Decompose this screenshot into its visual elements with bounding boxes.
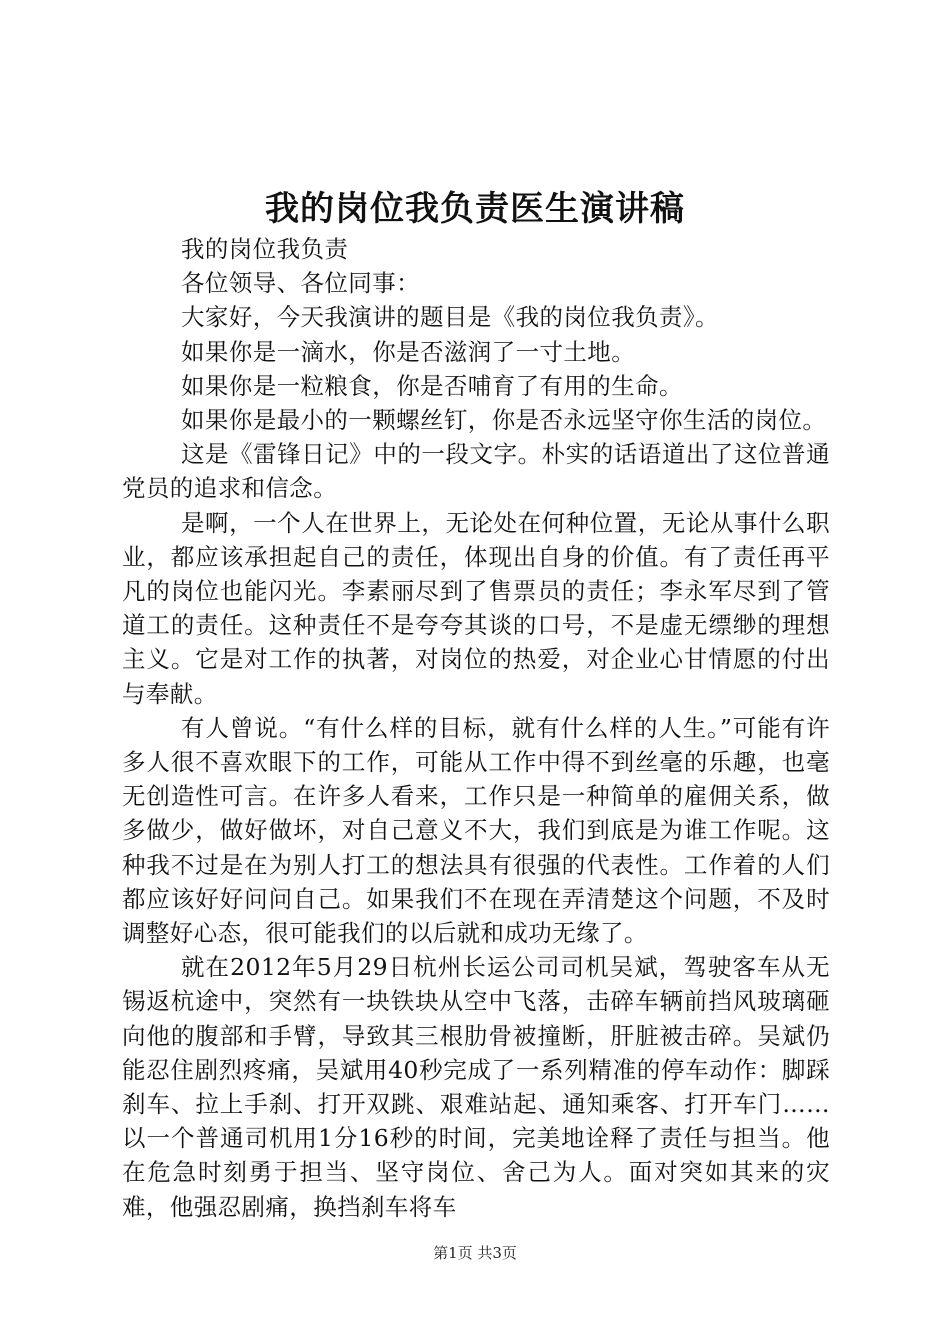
paragraph-responsibility: 是啊，一个人在世界上，无论处在何种位置，无论从事什么职业，都应该承担起自己的责任，体现出自身的价值。有了责任再平凡的岗位也能闪光。李素丽尽到了售票员的责任；李永军尽到了管道工的责任。这种责任不是夸夸其谈的口号，不是虚无缥缈的理想主义。它是对工作的执著，对岗位的热爱，对企业心甘情愿的付出与奉献。 [122, 508, 830, 708]
paragraph-diary: 这是《雷锋日记》中的一段文字。朴实的话语道出了这位普通党员的追求和信念。 [122, 440, 830, 503]
paragraph-greeting: 大家好，今天我演讲的题目是《我的岗位我负责》。 [181, 303, 719, 332]
paragraph-goals: 有人曾说。“有什么样的目标，就有什么样的人生。”可能有许多人很不喜欢眼下的工作，可能从工作中得不到丝毫的乐趣，也毫无创造性可言。在许多人看来，工作只是一种简单的雇佣关系，做多做少，做好做坏，对自己意义不大，我们到底是为谁工作呢。这种我不过是在为别人打工的想法具有很强的代表性。工作着的人们都应该好好问问自己。如果我们不在现在弄清楚这个问题，不及时调整好心态，很可能我们的以后就和成功无缘了。 [122, 713, 830, 948]
paragraph-grain: 如果你是一粒粮食，你是否哺育了有用的生命。 [181, 371, 683, 400]
document-title: 我的岗位我负责医生演讲稿 [265, 189, 685, 229]
paragraph-salutation: 各位领导、各位同事： [181, 269, 420, 298]
document-body [122, 232, 830, 1224]
paragraph-heading: 我的岗位我负责 [181, 235, 349, 263]
paragraph-water: 如果你是一滴水，你是否滋润了一寸土地。 [181, 337, 636, 366]
paragraph-screw: 如果你是最小的一颗螺丝钉，你是否永远坚守你生活的岗位。 [181, 406, 827, 435]
paragraph-wubin: 就在2012年5月29日杭州长运公司司机吴斌，驾驶客车从无锡返杭途中，突然有一块铁块从空中飞落，击碎车辆前挡风玻璃砸向他的腹部和手臂，导致其三根肋骨被撞断，肝脏被击碎。吴斌仍能忍住剧烈疼痛，吴斌用40秒完成了一系列精准的停车动作：脚踩刹车、拉上手刹、打开双跳、艰难站起、通知乘客、打开车门……以一个普通司机用1分16秒的时间，完美地诠释了责任与担当。他在危急时刻勇于担当、坚守岗位、舍己为人。面对突如其来的灾难，他强忍剧痛，换挡刹车将车 [122, 953, 830, 1221]
page-footer: 第1页 共3页 [433, 1244, 517, 1262]
